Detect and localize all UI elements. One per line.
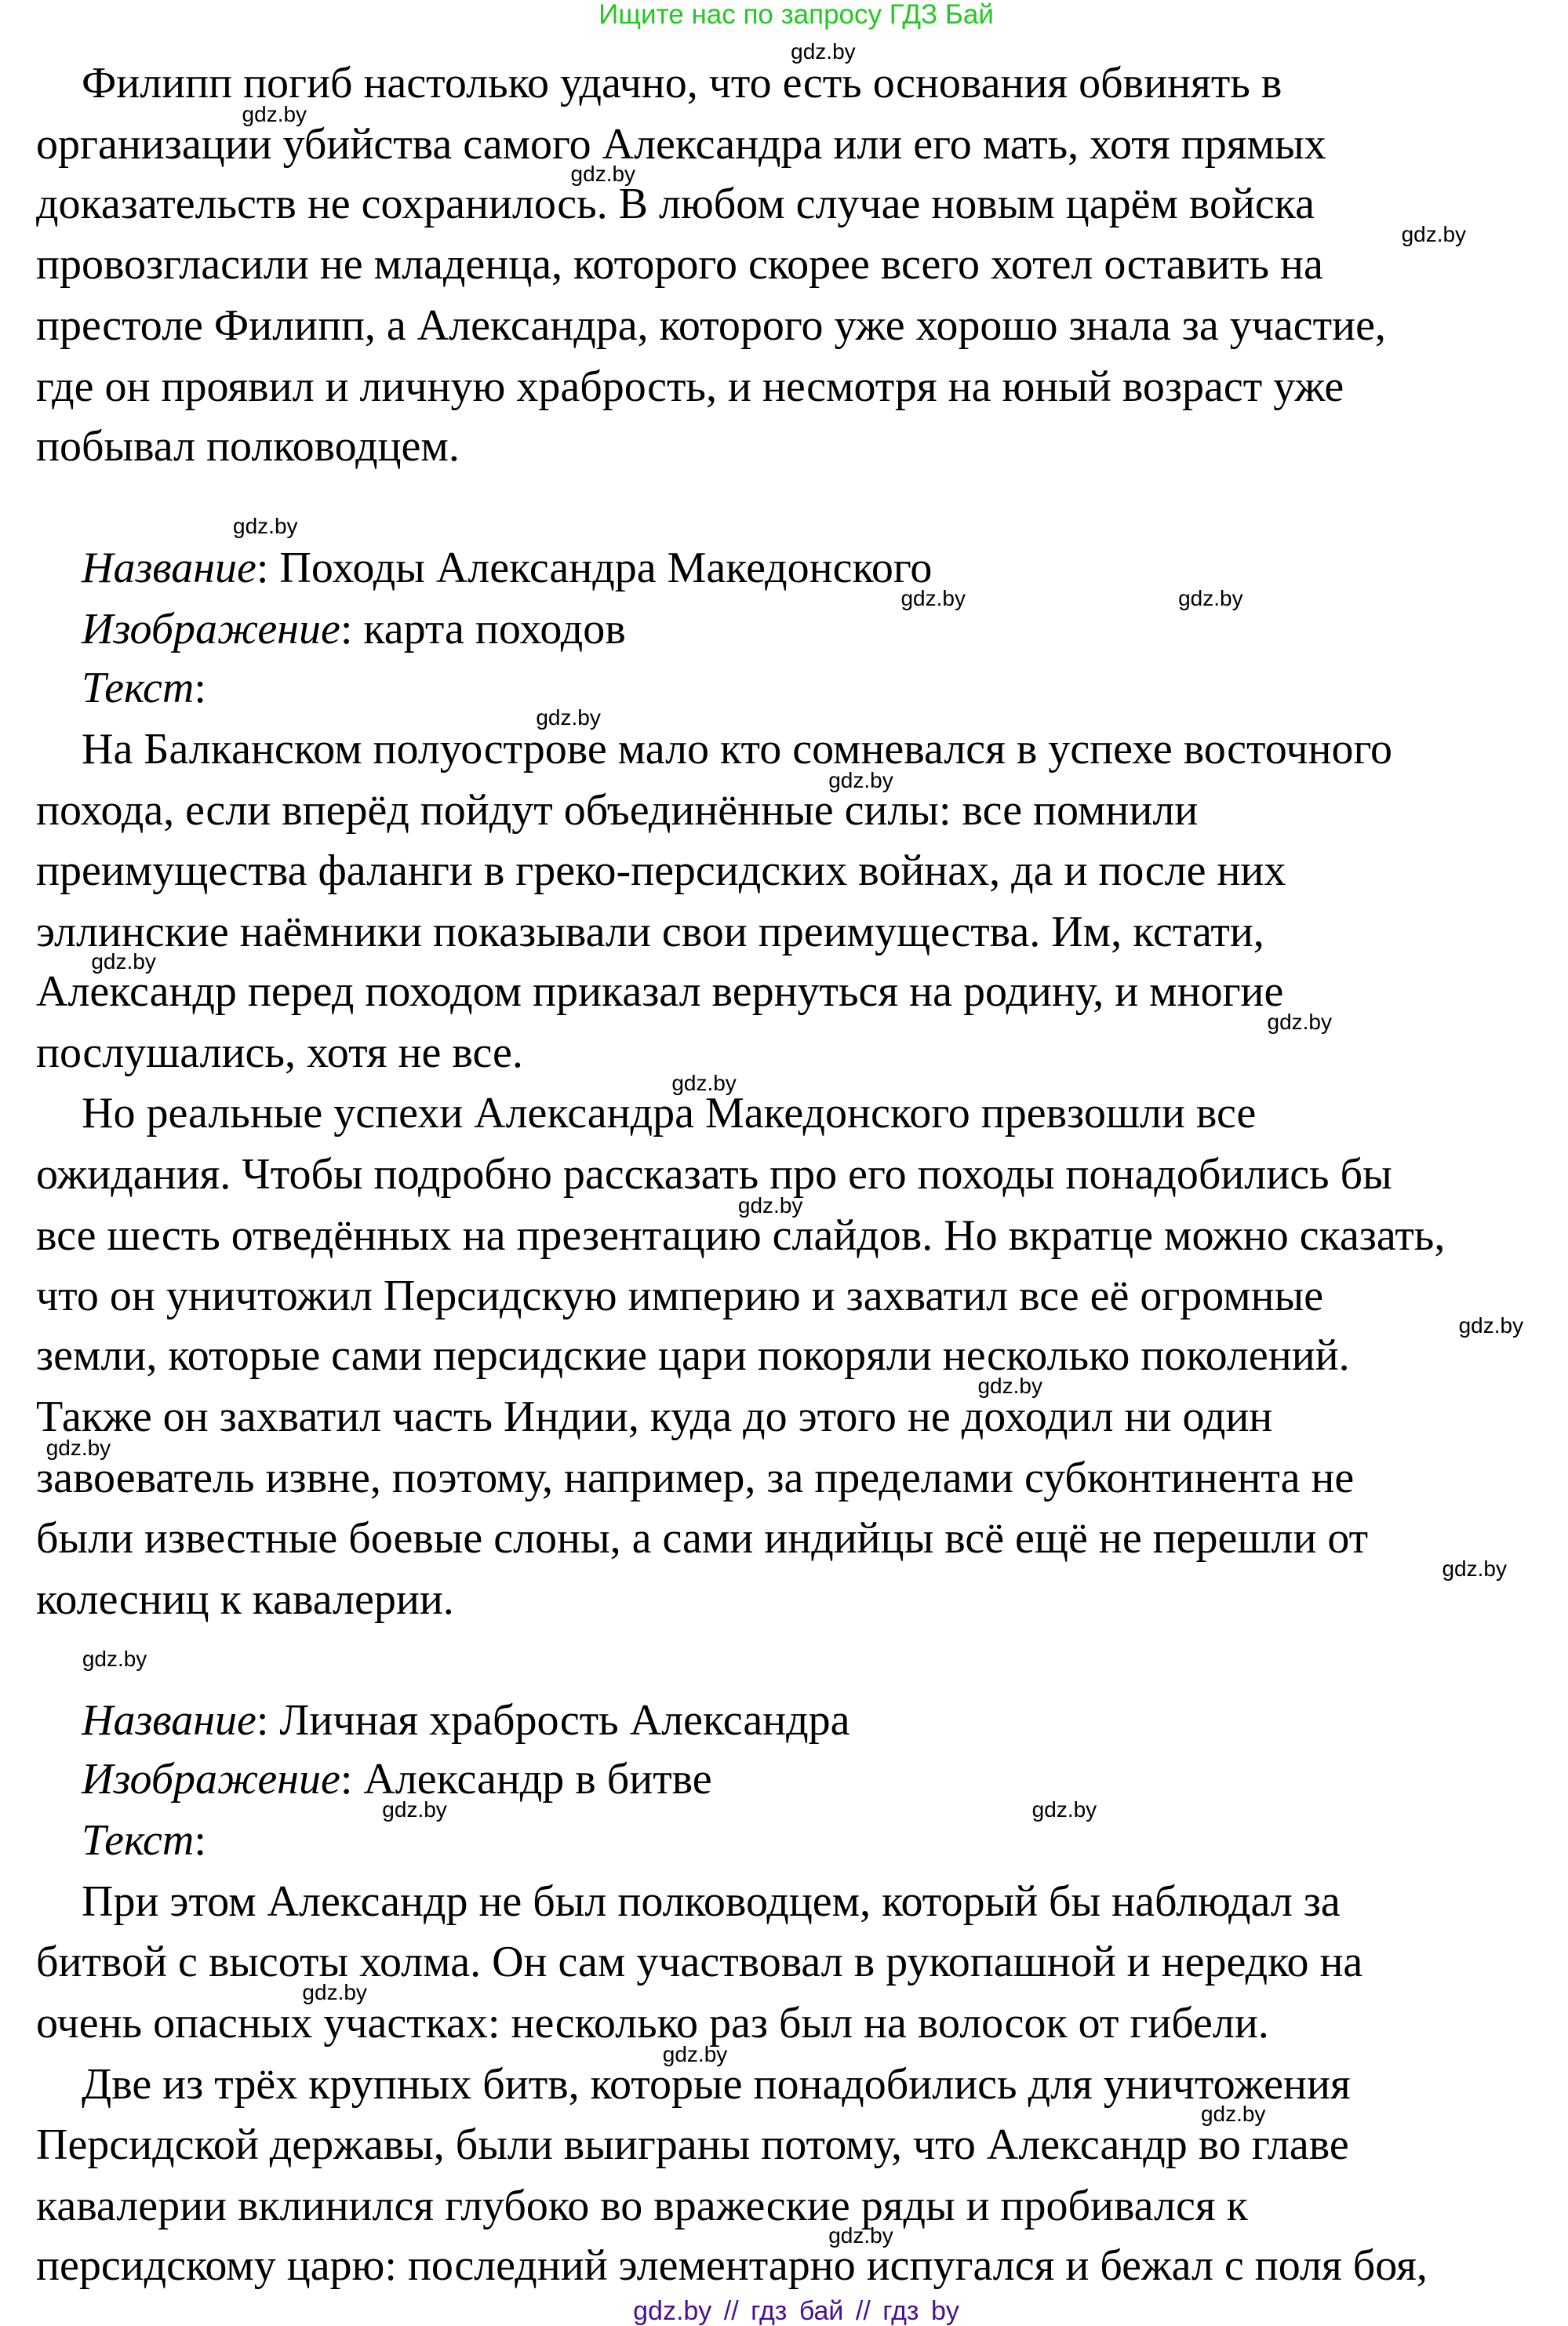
text-line: земли, которые сами персидские цари покоряли несколько поколений.	[36, 1331, 1350, 1380]
watermark: gdz.by	[1401, 222, 1467, 246]
watermark: gdz.by	[977, 1374, 1042, 1398]
text-line: Но реальные успехи Александра Македонского превзошли все	[82, 1089, 1257, 1138]
text-line: Филипп погиб настолько удачно, что есть основания обвинять в	[82, 59, 1282, 107]
watermark: gdz.by	[302, 1980, 367, 2004]
text-line: кавалерии вклинился глубоко во вражеские ряды и пробивался к	[36, 2182, 1248, 2230]
watermark: gdz.by	[737, 1193, 803, 1218]
watermark: gdz.by	[82, 1647, 147, 1671]
text-line: престоле Филипп, а Александра, которого уже хорошо знала за участие,	[36, 301, 1386, 350]
watermark: gdz.by	[1031, 1797, 1097, 1822]
watermark: gdz.by	[791, 39, 856, 64]
field-label: Текст	[82, 664, 195, 712]
watermark: gdz.by	[45, 1436, 111, 1460]
text-line: похода, если вперёд пойдут объединённые силы: все помнили	[36, 786, 1199, 835]
watermark: gdz.by	[570, 162, 636, 186]
watermark: gdz.by	[382, 1797, 447, 1822]
watermark: gdz.by	[828, 2223, 893, 2248]
text-line: При этом Александр не был полководцем, который бы наблюдал за	[82, 1877, 1341, 1926]
field-label: Название	[82, 1696, 256, 1745]
text-line: где он проявил и личную храбрость, и несмотря на юный возраст уже	[36, 362, 1344, 411]
slide-field	[82, 1816, 206, 1865]
promo-header[interactable]: Ищите нас по запросу ГДЗ Бай	[598, 0, 994, 30]
watermark: gdz.by	[1442, 1556, 1507, 1581]
text-line: завоеватель извне, поэтому, например, за пределами субконтинента не	[36, 1454, 1355, 1502]
text-line: очень опасных участках: несколько раз был на волосок от гибели.	[36, 1999, 1269, 2048]
watermark: gdz.by	[671, 1071, 737, 1095]
watermark: gdz.by	[662, 2042, 728, 2066]
text-line: ожидания. Чтобы подробно рассказать про его походы понадобились бы	[36, 1150, 1392, 1199]
text-line: провозгласили не младенца, которого скорее всего хотел оставить на	[36, 240, 1323, 289]
field-label: Название	[82, 544, 256, 592]
text-line: Александр перед походом приказал вернуться на родину, и многие	[36, 967, 1284, 1016]
text-line: битвой с высоты холма. Он сам участвовал в рукопашной и нередко на	[36, 1938, 1363, 1986]
text-line: преимущества фаланги в греко-персидских войнах, да и после них	[36, 846, 1286, 895]
footer-links[interactable]: gdz.by // гдз бай // гдз by	[633, 2296, 959, 2326]
field-label: Текст	[82, 1816, 195, 1865]
text-line: Также он захватил часть Индии, куда до этого не доходил ни один	[36, 1392, 1273, 1441]
text-line: Две из трёх крупных битв, которые понадобились для уничтожения	[82, 2060, 1351, 2109]
field-value: : Александр в битве	[340, 1755, 712, 1804]
field-value: :	[194, 1816, 206, 1865]
field-value: : карта походов	[340, 605, 626, 653]
text-line: послушались, хотя не все.	[36, 1028, 523, 1077]
watermark: gdz.by	[536, 705, 601, 730]
watermark: gdz.by	[233, 514, 298, 538]
field-value: :	[194, 664, 206, 712]
field-value: : Походы Александра Македонского	[256, 544, 933, 592]
text-line: все шесть отведённых на презентацию слайдов. Но вкратце можно сказать,	[36, 1211, 1446, 1260]
field-value: : Личная храбрость Александра	[256, 1696, 850, 1745]
text-line: побывал полководцем.	[36, 422, 460, 471]
field-label: Изображение	[82, 1755, 340, 1804]
text-line: доказательств не сохранилось. В любом случае новым царём войска	[36, 180, 1315, 228]
watermark: gdz.by	[828, 768, 893, 792]
text-line: персидскому царю: последний элементарно испугался и бежал с поля боя,	[36, 2241, 1428, 2290]
watermark: gdz.by	[1458, 1313, 1524, 1338]
text-line: На Балканском полуострове мало кто сомневался в успехе восточного	[82, 725, 1393, 774]
watermark: gdz.by	[900, 586, 966, 610]
field-label: Изображение	[82, 605, 340, 653]
text-line: что он уничтожил Персидскую империю и захватил все её огромные	[36, 1272, 1324, 1320]
slide-field	[82, 605, 626, 653]
text-line: были известные боевые слоны, а сами индийцы всё ещё не перешли от	[36, 1514, 1369, 1563]
slide-field	[82, 1755, 712, 1804]
watermark: gdz.by	[91, 949, 156, 974]
watermark: gdz.by	[1200, 2102, 1266, 2126]
watermark: gdz.by	[242, 102, 307, 126]
slide-field	[82, 544, 933, 592]
watermark: gdz.by	[1178, 586, 1243, 610]
text-line: организации убийства самого Александра или его мать, хотя прямых	[36, 120, 1326, 169]
watermark: gdz.by	[1267, 1010, 1332, 1034]
slide-field	[82, 664, 206, 712]
slide-field	[82, 1696, 850, 1745]
text-line: Персидской державы, были выиграны потому, что Александр во главе	[36, 2120, 1349, 2169]
text-line: колесниц к кавалерии.	[36, 1575, 454, 1624]
text-line: эллинские наёмники показывали свои преимущества. Им, кстати,	[36, 908, 1264, 956]
